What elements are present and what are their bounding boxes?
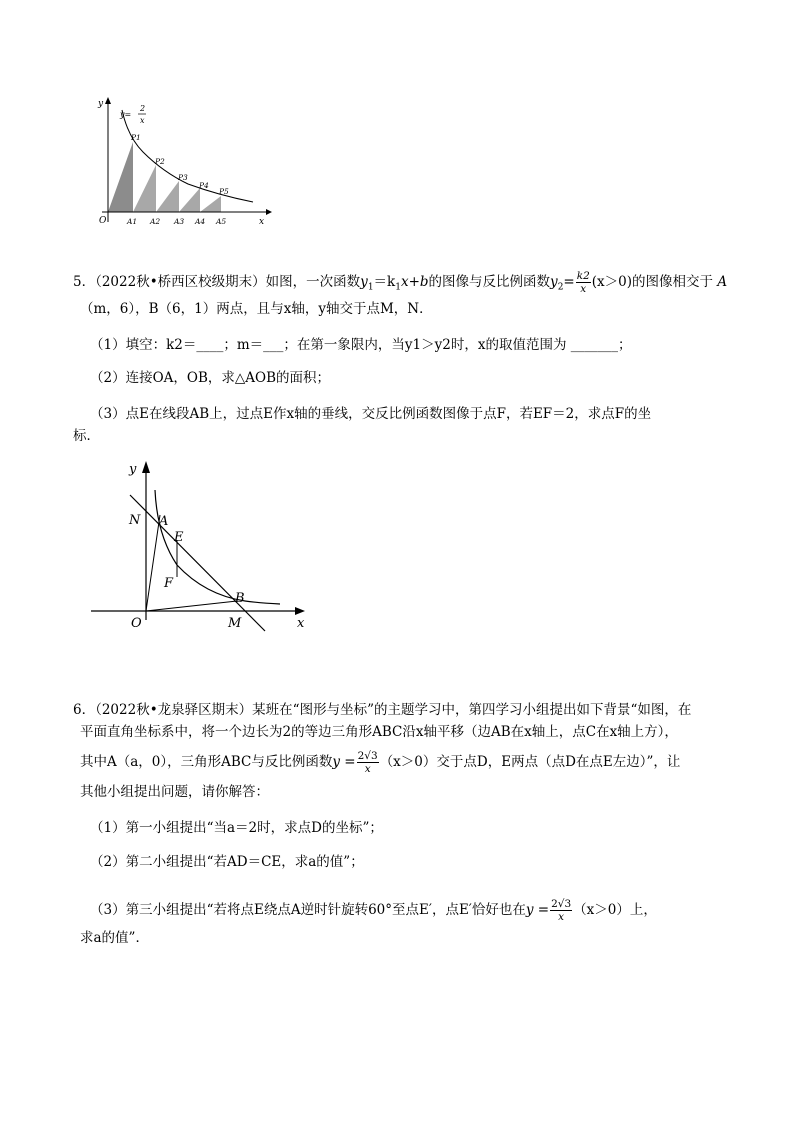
q6-text-line1: （2022秋•龙泉驿区期末）某班在“图形与坐标”的主题学习中，第四学习小组提出如下背景“如图，在 <box>95 702 692 718</box>
q6-part-3-text-2: 求a的值”． <box>80 930 149 946</box>
x-axis-arrow <box>266 209 272 215</box>
curve-eq-den: x <box>140 116 145 125</box>
q6-text-line4: 其他小组提出问题，请你解答： <box>80 784 269 800</box>
label-A2: A2 <box>150 217 161 226</box>
q6-y: y = <box>332 754 356 770</box>
q5-part-3-cont <box>73 426 100 446</box>
segment-OB <box>146 601 237 611</box>
q6-line-3 <box>80 750 680 775</box>
q5-text-b: ＝k <box>373 274 396 290</box>
q6-number: 6． <box>73 702 96 718</box>
q6-part-3-text: （3）第三小组提出“若将点E绕点A逆时针旋转60°至点E′，点E′恰好也在 <box>90 902 526 918</box>
triangle-2 <box>133 165 156 212</box>
label-A1: A1 <box>127 217 138 226</box>
label-B: B <box>235 591 245 606</box>
q5-y1: y <box>360 274 368 290</box>
q5-part-3-text: （3）点E在线段AB上，过点E作x轴的垂线，交反比例函数图像于点F，若EF＝2，求点F的坐 <box>90 406 652 422</box>
q6-frac-den: x <box>364 763 371 775</box>
label-A5: A5 <box>216 217 227 226</box>
label-M: M <box>228 616 242 631</box>
q6-line-4 <box>80 782 269 802</box>
q5-part-1-text: （1）填空：k2＝____；m＝___；在第一象限内，当y1＞y2时，x的取值范围为 _______； <box>90 337 632 353</box>
triangle-3 <box>156 181 179 212</box>
q6-text-line3a: 其中A（a，0），三角形ABC与反比例函数 <box>80 754 333 770</box>
q6-frac-num: 2√3 <box>357 750 378 762</box>
q5-part-2 <box>90 368 330 388</box>
q5-line-2 <box>80 299 433 319</box>
q6-text-line3b: （x＞0）交于点D，E两点（点D在点E左边）”，让 <box>379 754 681 770</box>
origin-label: O <box>99 216 107 226</box>
label-A: A <box>159 514 169 529</box>
q5-part-3 <box>90 404 651 424</box>
y-axis-arrow <box>105 97 111 104</box>
q5-point-A: A <box>717 274 728 290</box>
q5-number: 5． <box>73 274 96 290</box>
q5-part-3-text-2: 标． <box>73 428 100 444</box>
q5-cond: (x＞0) <box>591 274 633 290</box>
hyperbola-curve <box>155 490 280 604</box>
q5-k1-sub: 1 <box>395 282 401 293</box>
q6-part-3 <box>90 898 657 923</box>
label-E: E <box>174 530 184 545</box>
q5-text-line2: （m，6），B（6，1）两点，且与x轴，y轴交于点M，N． <box>80 301 433 317</box>
q6-part-3-frac-den: x <box>558 911 565 923</box>
q5-fraction <box>576 270 591 295</box>
q6-line-2 <box>80 722 678 742</box>
label-P1: P1 <box>131 133 141 142</box>
y-axis-label: y <box>98 99 104 109</box>
curve-eq-num: 2 <box>140 104 146 113</box>
q5-line-1 <box>73 270 727 298</box>
q5-text-c: x+b <box>400 274 429 290</box>
label-A4: A4 <box>195 217 206 226</box>
x-axis-label: x <box>297 616 305 631</box>
q6-line-1 <box>73 700 691 720</box>
label-P4: P4 <box>199 181 209 190</box>
q5-source: （2022秋•桥西区校级期末） <box>95 274 266 290</box>
triangle-1 <box>108 142 133 212</box>
label-A3: A3 <box>174 217 185 226</box>
figure-1-reciprocal-triangles <box>88 92 278 232</box>
q5-y2-sub: 2 <box>557 282 564 293</box>
q5-frac-num: k2 <box>576 270 590 282</box>
curve-eq-lhs: y= <box>120 110 132 119</box>
y-axis-arrow <box>142 461 150 473</box>
q5-eq: = <box>563 274 575 290</box>
q5-text-a: 如图，一次函数 <box>265 274 361 290</box>
q6-fraction <box>357 750 379 775</box>
q5-part-2-text: （2）连接OA，OB，求△AOB的面积； <box>90 370 331 386</box>
q6-part-3-fraction <box>550 898 572 923</box>
x-axis-label: x <box>259 217 265 227</box>
q5-y2: y <box>550 274 558 290</box>
q6-part-3-cond: （x＞0）上， <box>573 902 657 918</box>
label-P3: P3 <box>178 173 188 182</box>
q5-y1-sub: 1 <box>367 282 374 293</box>
q6-part-3-cont <box>80 928 149 948</box>
q6-part-2 <box>90 852 364 872</box>
label-N: N <box>129 513 141 528</box>
q5-text-d: 的图像与反比例函数 <box>428 274 551 290</box>
y-axis-label: y <box>129 462 137 477</box>
triangle-5 <box>200 196 221 212</box>
q6-part-1-text: （1）第一小组提出“当a＝2时，求点D的坐标”； <box>90 820 383 836</box>
origin-label: O <box>131 616 142 631</box>
q6-part-2-text: （2）第二小组提出“若AD＝CE，求a的值”； <box>90 854 364 870</box>
figure-2-line-hyperbola <box>85 455 320 635</box>
q6-text-line2: 平面直角坐标系中，将一个边长为2的等边三角形ABC沿x轴平移（边AB在x轴上，点C在x轴上方）， <box>80 724 678 740</box>
label-P2: P2 <box>155 157 165 166</box>
x-axis-arrow <box>295 607 305 615</box>
q6-part-3-frac-num: 2√3 <box>551 898 572 910</box>
triangle-4 <box>179 188 200 212</box>
label-F: F <box>164 576 174 591</box>
q5-text-e: 的图像相交于 <box>632 274 714 290</box>
segment-OA <box>146 515 160 611</box>
q6-part-1 <box>90 818 383 838</box>
label-P5: P5 <box>219 187 229 196</box>
q6-part-3-y: y = <box>525 902 550 918</box>
q5-part-1 <box>90 335 632 355</box>
q5-frac-den: x <box>580 283 587 295</box>
